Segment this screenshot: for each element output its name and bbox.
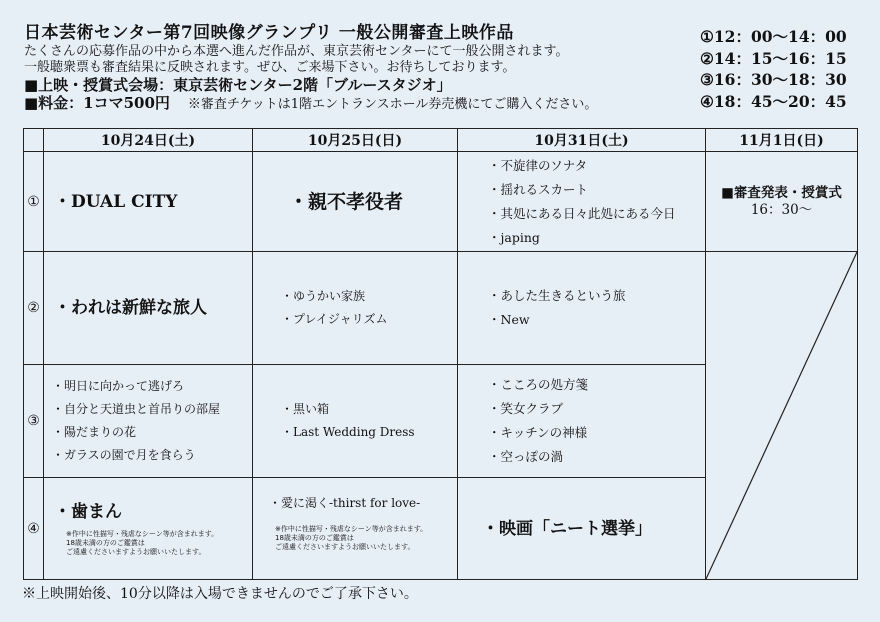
film-title: ・New: [488, 312, 530, 327]
cell-oct25-slot2: [253, 252, 458, 365]
col-header-oct31: 10月31日(土): [458, 129, 706, 152]
award-ceremony: [706, 185, 857, 219]
slot-number: ①: [24, 152, 44, 252]
time-slot-4: ④18：45～20：45: [700, 91, 847, 111]
film-title: ・プレイジャリズム: [281, 312, 388, 326]
film-title: ・japing: [488, 229, 540, 245]
film-title: ・歯まん: [54, 502, 122, 522]
time-slot-2: ②14：15～16：15: [700, 48, 847, 68]
film-title: ・愛に渇く-thirst for love-: [269, 496, 421, 510]
fee-label: ■料金：1コマ500円: [24, 94, 170, 112]
diagonal-slash: [706, 252, 857, 579]
film-title: ・明日に向かって逃げろ: [52, 379, 185, 393]
table-header-row: [24, 129, 858, 152]
film-title: ・親不孝役者: [289, 190, 404, 213]
content-warning: ※作中に性描写・残虐なシーン等が含まれます。 18歳未満の方のご鑑賞は ご遠慮くださいますようお願いいたします。: [66, 530, 219, 556]
film-title: ・陽だまりの花: [52, 425, 137, 439]
cell-oct31-slot1: [458, 152, 706, 252]
cell-oct31-slot2: [458, 252, 706, 365]
film-title: ・其処にある日々此処にある今日: [488, 205, 676, 221]
film-title: ・笑女クラブ: [488, 401, 564, 416]
venue-info: ■上映・授賞式会場：東京芸術センター2階「ブルースタジオ」: [24, 76, 452, 94]
cell-oct24-slot1: [44, 152, 253, 252]
intro-line-1: たくさんの応募作品の中から本選へ進んだ作品が、東京芸術センターにて一般公開されます。: [24, 44, 569, 59]
table-row: [24, 252, 858, 365]
film-title: ・ガラスの園で月を食らう: [52, 448, 196, 462]
film-title: ・われは新鮮な旅人: [54, 298, 207, 318]
cell-oct24-slot2: [44, 252, 253, 365]
film-title: ・DUAL CITY: [54, 191, 178, 212]
table-row: [24, 152, 858, 252]
cell-oct31-slot4: [458, 478, 706, 580]
schedule-table: [23, 128, 858, 580]
fee-info: [24, 94, 684, 114]
film-title: ・あした生きるという旅: [488, 288, 626, 303]
corner-cell: [24, 129, 44, 152]
slot-number: ④: [24, 478, 44, 580]
film-title: ・不旋律のソナタ: [488, 157, 588, 173]
cell-nov1-closed: [706, 252, 858, 580]
cell-oct24-slot4: [44, 478, 253, 580]
cell-oct25-slot4: [253, 478, 458, 580]
col-header-nov1: 11月1日(日): [706, 129, 858, 152]
intro-line-2: 一般聴衆票も審査結果に反映されます。ぜひ、ご来場下さい。お待ちしております。: [24, 60, 516, 75]
time-slot-1: ①12：00～14：00: [700, 27, 847, 46]
col-header-oct24: 10月24日(土): [44, 129, 253, 152]
film-title: ・空っぽの渦: [488, 449, 564, 464]
film-title: ・ゆうかい家族: [281, 289, 366, 303]
film-title: ・自分と天道虫と首吊りの部屋: [52, 402, 221, 416]
col-header-oct25: 10月25日(日): [253, 129, 458, 152]
award-label: ■審査発表・授賞式: [721, 184, 842, 201]
cell-oct25-slot3: [253, 365, 458, 478]
content-warning: ※作中に性描写・残虐なシーン等が含まれます。 18歳未満の方のご鑑賞は ご遠慮くださいますようお願いいたします。: [275, 525, 428, 551]
header: [24, 22, 684, 114]
time-slot-3: ③16：30～18：30: [700, 70, 847, 89]
page-title: 日本芸術センター第7回映像グランプリ 一般公開審査上映作品: [24, 23, 514, 43]
film-title: ・こころの処方箋: [488, 377, 589, 392]
award-time: 16：30～: [750, 201, 813, 218]
film-title: ・揺れるスカート: [488, 181, 589, 197]
fee-note: ※審査チケットは1階エントランスホール券売機にてご購入ください。: [187, 97, 598, 112]
cell-oct25-slot1: [253, 152, 458, 252]
slot-number: ②: [24, 252, 44, 365]
cell-oct31-slot3: [458, 365, 706, 478]
film-title: ・Last Wedding Dress: [281, 425, 415, 439]
footer-note: ※上映開始後、10分以降は入場できませんのでご了承下さい。: [22, 586, 418, 602]
film-title: ・キッチンの神様: [488, 425, 588, 440]
slot-number: ③: [24, 365, 44, 478]
film-title: ・黒い箱: [281, 402, 330, 416]
cell-oct24-slot3: [44, 365, 253, 478]
cell-nov1-award: [706, 152, 858, 252]
screening-times: [700, 26, 847, 112]
film-title: ・映画「ニート選挙」: [482, 518, 652, 539]
